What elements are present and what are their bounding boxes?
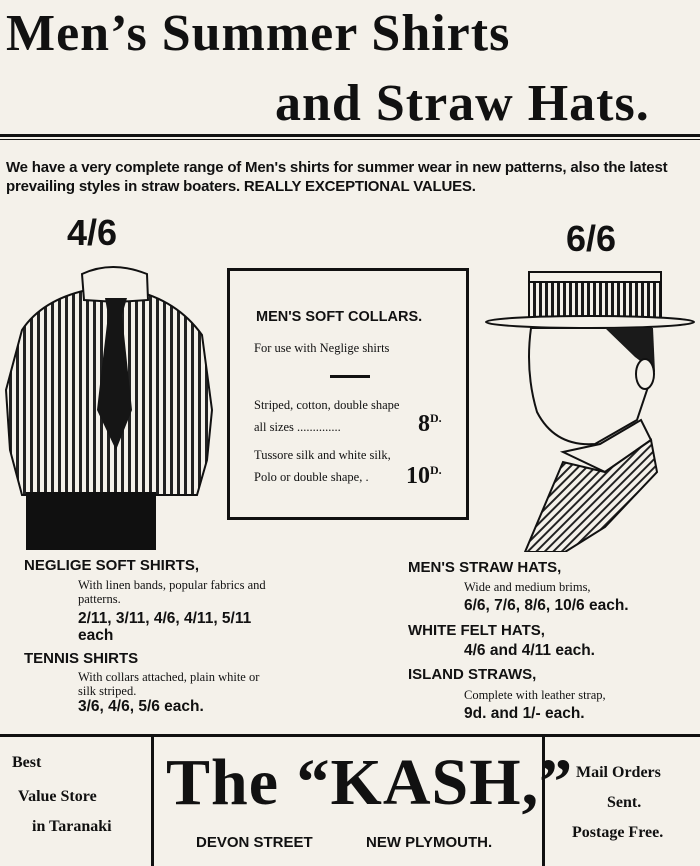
straw-desc: Wide and medium brims,: [464, 580, 591, 594]
island-prices: 9d. and 1/- each.: [464, 705, 585, 722]
collars-item1-price: 8: [418, 411, 430, 437]
intro-emphasis: REALLY EXCEPTIONAL VALUES.: [243, 178, 476, 195]
tennis-heading: TENNIS SHIRTS: [24, 650, 139, 667]
collars-divider: [330, 375, 370, 378]
neglige-desc-1: With linen bands, popular fabrics and: [78, 578, 266, 592]
tennis-prices: 3/6, 4/6, 5/6 each.: [78, 698, 204, 715]
footer-divider-left: [151, 737, 154, 866]
straw-hat-man-illustration: [485, 262, 700, 552]
collars-item1-unit: D.: [430, 411, 442, 425]
collars-item1-line2: all sizes ..............: [254, 420, 341, 434]
tennis-desc-2: silk striped.: [78, 684, 137, 698]
footer-left-line-1: Best: [12, 754, 42, 771]
footer-right-line-3: Postage Free.: [572, 824, 664, 841]
collars-title: MEN'S SOFT COLLARS.: [256, 309, 423, 325]
collars-item2-price: 10: [406, 463, 430, 489]
footer-right-line-2: Sent.: [607, 794, 642, 811]
island-heading: ISLAND STRAWS,: [408, 666, 537, 683]
store-street: DEVON STREET: [196, 834, 313, 851]
collars-item2-price-group: [406, 463, 442, 490]
collars-item2-line1: Tussore silk and white silk,: [254, 448, 391, 462]
collars-subtitle: For use with Neglige shirts: [254, 341, 390, 355]
footer-left-line-3: in Taranaki: [32, 818, 112, 835]
shirt-illustration: [2, 260, 217, 550]
footer-top-rule: [0, 734, 700, 737]
top-divider-thin: [0, 139, 700, 140]
collars-item1-price-group: [418, 411, 442, 438]
neglige-each: each: [78, 627, 114, 644]
shirt-price: 4/6: [67, 212, 118, 253]
straw-prices: 6/6, 7/6, 8/6, 10/6 each.: [464, 597, 629, 614]
headline-line-1: Men’s Summer Shirts: [6, 5, 511, 62]
collars-item1-line1: Striped, cotton, double shape: [254, 398, 400, 412]
hat-price: 6/6: [566, 218, 617, 259]
collars-box: [227, 268, 469, 520]
felt-heading: WHITE FELT HATS,: [408, 622, 545, 639]
neglige-prices: 2/11, 3/11, 4/6, 4/11, 5/11: [78, 610, 252, 627]
collars-item2-line2: Polo or double shape, .: [254, 470, 369, 484]
tennis-desc-1: With collars attached, plain white or: [78, 670, 260, 684]
felt-prices: 4/6 and 4/11 each.: [464, 642, 595, 659]
collars-item2-unit: D.: [430, 463, 442, 477]
headline-line-2: and Straw Hats.: [275, 75, 650, 132]
straw-heading: MEN'S STRAW HATS,: [408, 559, 562, 576]
top-divider: [0, 134, 700, 137]
island-desc: Complete with leather strap,: [464, 688, 606, 702]
intro-text: We have a very complete range of Men's shirts for summer wear in new patterns, also the latest prevailing styles in straw boaters.: [6, 159, 668, 195]
intro-paragraph: [6, 158, 696, 196]
store-town: NEW PLYMOUTH.: [366, 834, 493, 851]
neglige-desc-2: patterns.: [78, 592, 121, 606]
store-name: The “KASH,”: [166, 746, 574, 819]
footer-left-line-2: Value Store: [18, 788, 97, 805]
neglige-heading: NEGLIGE SOFT SHIRTS,: [24, 557, 200, 574]
footer-right-line-1: Mail Orders: [576, 764, 661, 781]
